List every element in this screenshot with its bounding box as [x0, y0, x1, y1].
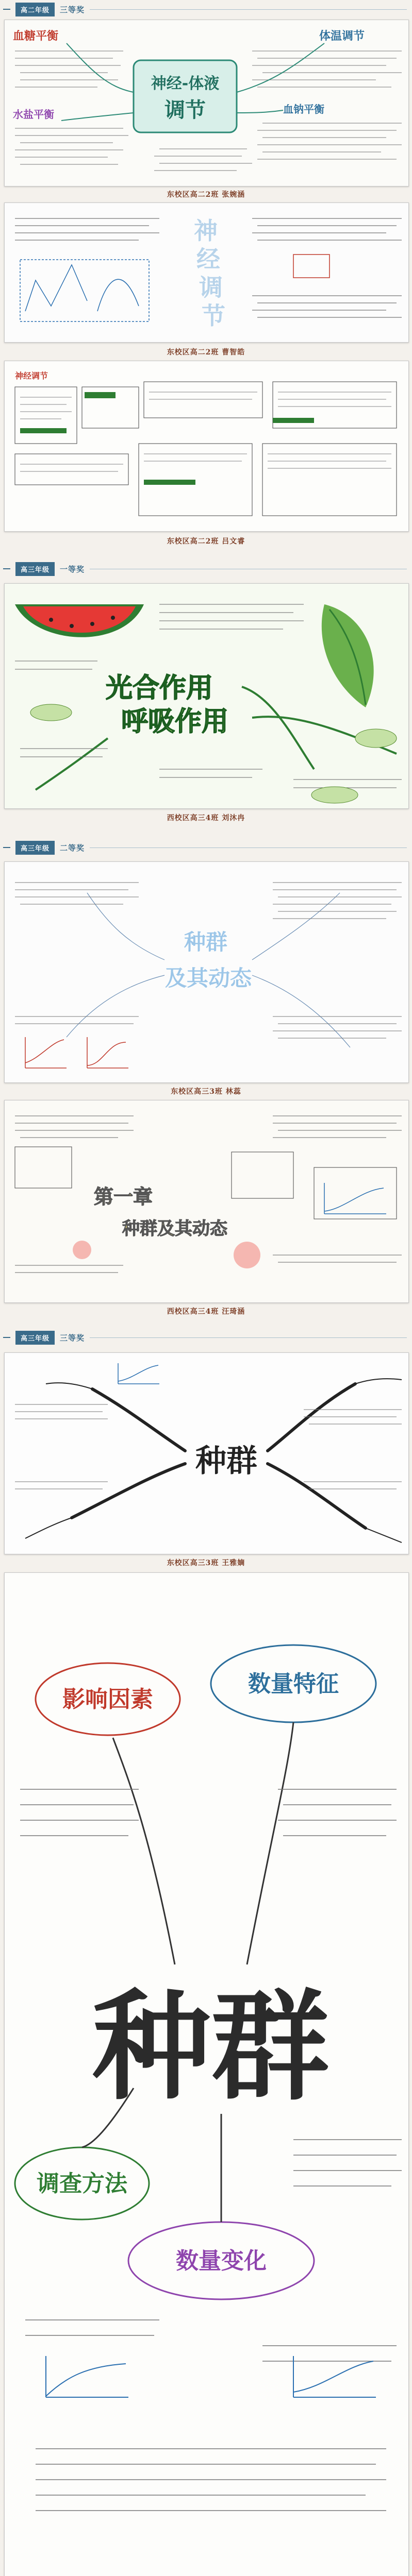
header-rule — [3, 9, 10, 10]
work-caption: 东校区高三3班 王雅嫡 — [167, 1559, 245, 1567]
mindmap-title-line: 经 — [196, 245, 220, 273]
mindmap-artwork — [4, 1352, 409, 1554]
mindmap-drawing — [5, 862, 408, 1082]
prize-label: 三等奖 — [60, 5, 85, 14]
mindmap-artwork — [4, 20, 409, 187]
mindmap-drawing — [5, 203, 408, 342]
grade-tag: 高二年级 — [15, 3, 55, 16]
work-caption: 西校区高三4班 刘沐冉 — [167, 814, 245, 822]
work-caption: 西校区高三4班 汪琦涵 — [167, 1308, 245, 1316]
prize-label: 一等奖 — [60, 564, 85, 574]
header-rule — [3, 1337, 10, 1338]
mindmap-drawing — [5, 584, 408, 808]
mindmap-title-line: 种群 — [184, 929, 228, 955]
mindmap-title-line: 及其动态 — [164, 965, 252, 991]
grade-tag: 高三年级 — [15, 841, 55, 855]
mindmap-drawing — [5, 1100, 408, 1302]
mindmap-title-line: 第一章 — [93, 1185, 153, 1208]
work-caption: 东校区高二2班 吕文睿 — [167, 537, 245, 546]
mindmap-artwork — [4, 861, 409, 1083]
work-caption: 东校区高三3班 林蕊 — [171, 1088, 241, 1096]
award-header — [0, 1328, 412, 1347]
mindmap-title-line: 光合作用 — [105, 673, 213, 704]
branch-label: 数量变化 — [176, 2248, 267, 2274]
header-rule — [3, 568, 10, 569]
mindmap-title-line: 种群及其动态 — [122, 1218, 227, 1239]
branch-label: 血钠平衡 — [283, 103, 324, 115]
work-caption: 东校区高二2班 曹智皓 — [167, 348, 245, 357]
branch-label: 调查方法 — [37, 2171, 127, 2197]
mindmap-artwork — [4, 202, 409, 343]
branch-label: 血糖平衡 — [13, 30, 59, 43]
mindmap-title-line: 节 — [202, 302, 225, 330]
work-caption: 东校区高二2班 张婉涵 — [167, 191, 245, 199]
mindmap-title-line: 调 — [199, 274, 223, 301]
branch-label: 影响因素 — [62, 1686, 153, 1713]
mindmap-drawing — [5, 1573, 408, 2576]
award-header — [0, 0, 412, 19]
prize-label: 三等奖 — [60, 1333, 85, 1343]
mindmap-drawing — [5, 361, 408, 531]
grade-tag: 高三年级 — [15, 562, 55, 576]
mindmap-title-line: 种群 — [195, 1443, 257, 1479]
mindmap-title-line: 神经-体液 — [151, 75, 220, 93]
mindmap-title-line: 呼吸作用 — [121, 706, 229, 737]
mindmap-drawing — [5, 20, 408, 186]
mindmap-title-line: 种群 — [92, 1977, 330, 2116]
branch-label: 数量特征 — [248, 1671, 339, 1697]
mindmap-artwork — [4, 361, 409, 532]
mindmap-artwork — [4, 1572, 409, 2576]
branch-label: 神经调节 — [15, 371, 48, 381]
award-header — [0, 560, 412, 578]
mindmap-artwork — [4, 583, 409, 809]
branch-label: 水盐平衡 — [13, 108, 54, 121]
header-rule — [90, 1337, 407, 1338]
mindmap-title-line: 神 — [194, 217, 218, 245]
award-header — [0, 838, 412, 857]
branch-label: 体温调节 — [319, 30, 365, 43]
grade-tag: 高三年级 — [15, 1331, 55, 1345]
header-rule — [90, 9, 407, 10]
header-rule — [3, 847, 10, 848]
mindmap-artwork — [4, 1100, 409, 1303]
prize-label: 二等奖 — [60, 843, 85, 853]
mindmap-drawing — [5, 1353, 408, 1554]
mindmap-title-line: 调节 — [164, 98, 206, 122]
